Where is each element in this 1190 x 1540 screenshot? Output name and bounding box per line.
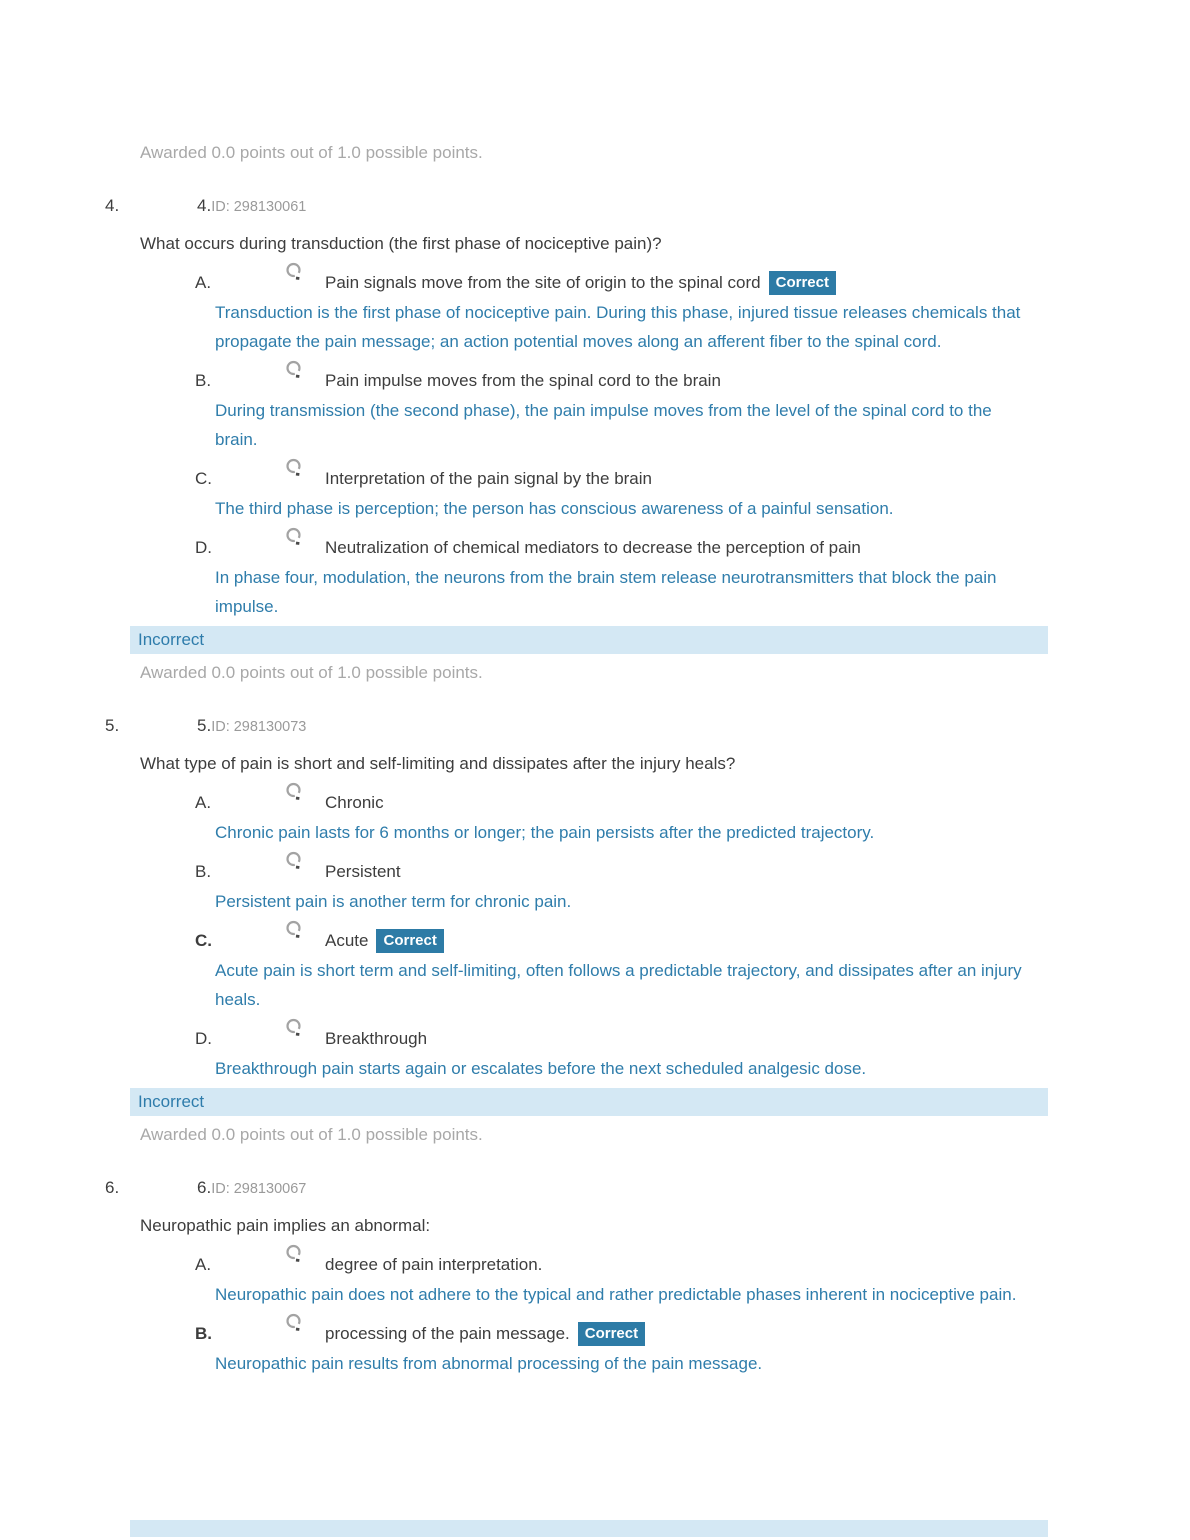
option-letter: B. bbox=[195, 862, 212, 881]
option-text bbox=[325, 464, 652, 493]
result-bar-incorrect: Incorrect bbox=[130, 626, 1048, 654]
broken-radio-icon[interactable] bbox=[285, 1018, 325, 1039]
option-text bbox=[325, 857, 401, 886]
option-text bbox=[325, 268, 836, 297]
option-text bbox=[325, 926, 444, 955]
answer-option-b bbox=[195, 366, 1190, 395]
broken-radio-icon[interactable] bbox=[285, 1244, 325, 1265]
question-id-number: 4. bbox=[197, 196, 212, 215]
option-text-label: Pain impulse moves from the spinal cord to the brain bbox=[325, 371, 721, 390]
question-id-label: ID: 298130067 bbox=[211, 1181, 307, 1197]
result-bar-incorrect: Incorrect bbox=[130, 1088, 1048, 1116]
option-text-label: processing of the pain message. bbox=[325, 1324, 570, 1343]
option-text bbox=[325, 366, 721, 395]
question-header bbox=[105, 711, 1190, 742]
option-explanation: Transduction is the first phase of nociceptive pain. During this phase, injured tissue releases chemicals that propagate the pain message; an action potential moves along an afferent fiber to the spinal cord. bbox=[215, 303, 1021, 351]
option-text-label: degree of pain interpretation. bbox=[325, 1255, 543, 1274]
question-text: What type of pain is short and self-limiting and dissipates after the injury heals? bbox=[140, 754, 736, 773]
option-text-label: Breakthrough bbox=[325, 1029, 428, 1048]
option-text bbox=[325, 1319, 645, 1348]
option-text bbox=[325, 788, 384, 817]
question-id bbox=[197, 1173, 306, 1204]
question-text: Neuropathic pain implies an abnormal: bbox=[140, 1216, 431, 1235]
broken-radio-icon[interactable] bbox=[285, 782, 325, 803]
broken-radio-icon[interactable] bbox=[285, 851, 325, 872]
awarded-points: Awarded 0.0 points out of 1.0 possible points. bbox=[140, 143, 483, 162]
answer-option-d bbox=[195, 533, 1190, 562]
question-id-label: ID: 298130073 bbox=[211, 719, 307, 735]
answer-option-c bbox=[195, 926, 1190, 955]
awarded-points: Awarded 0.0 points out of 1.0 possible points. bbox=[140, 1125, 483, 1144]
awarded-points: Awarded 0.0 points out of 1.0 possible points. bbox=[140, 663, 483, 682]
question-block-6 bbox=[0, 1173, 1190, 1378]
question-id bbox=[197, 711, 306, 742]
question-number: 6. bbox=[105, 1178, 120, 1197]
broken-radio-icon[interactable] bbox=[285, 920, 325, 941]
broken-radio-icon[interactable] bbox=[285, 458, 325, 479]
broken-radio-icon[interactable] bbox=[285, 527, 325, 548]
option-explanation: Neuropathic pain results from abnormal processing of the pain message. bbox=[215, 1354, 763, 1373]
broken-radio-icon[interactable] bbox=[285, 1313, 325, 1334]
option-letter: A. bbox=[195, 793, 212, 812]
answer-option-c bbox=[195, 464, 1190, 493]
broken-radio-icon[interactable] bbox=[285, 262, 325, 283]
option-text-label: Neutralization of chemical mediators to decrease the perception of pain bbox=[325, 538, 861, 557]
option-letter: D. bbox=[195, 538, 212, 557]
option-letter: D. bbox=[195, 1029, 212, 1048]
answer-option-a bbox=[195, 1250, 1190, 1279]
answer-option-d bbox=[195, 1024, 1190, 1053]
option-text-label: Acute bbox=[325, 931, 369, 950]
option-text-label: Persistent bbox=[325, 862, 401, 881]
option-explanation: Persistent pain is another term for chronic pain. bbox=[215, 892, 572, 911]
result-bar-partial bbox=[130, 1520, 1048, 1537]
answer-option-a bbox=[195, 788, 1190, 817]
option-explanation: Breakthrough pain starts again or escalates before the next scheduled analgesic dose. bbox=[215, 1059, 867, 1078]
option-text-label: Chronic bbox=[325, 793, 384, 812]
option-letter: C. bbox=[195, 931, 212, 950]
option-explanation: During transmission (the second phase), the pain impulse moves from the level of the spinal cord to the brain. bbox=[215, 401, 992, 449]
option-explanation: Acute pain is short term and self-limiting, often follows a predictable trajectory, and dissipates after an injury heals. bbox=[215, 961, 1022, 1009]
option-text-label: Pain signals move from the site of origin to the spinal cord bbox=[325, 273, 761, 292]
question-id-number: 5. bbox=[197, 716, 212, 735]
question-number: 4. bbox=[105, 196, 120, 215]
answer-option-b bbox=[195, 857, 1190, 886]
option-explanation: In phase four, modulation, the neurons from the brain stem release neurotransmitters that block the pain impulse. bbox=[215, 568, 997, 616]
question-header bbox=[105, 191, 1190, 222]
correct-badge: Correct bbox=[376, 929, 443, 953]
option-text bbox=[325, 1024, 427, 1053]
option-letter: A. bbox=[195, 273, 212, 292]
option-letter: B. bbox=[195, 1324, 212, 1343]
question-id-number: 6. bbox=[197, 1178, 212, 1197]
option-letter: C. bbox=[195, 469, 212, 488]
option-explanation: The third phase is perception; the person has conscious awareness of a painful sensation. bbox=[215, 499, 894, 518]
question-id bbox=[197, 191, 306, 222]
question-number: 5. bbox=[105, 716, 120, 735]
broken-radio-icon[interactable] bbox=[285, 360, 325, 381]
question-block-5 bbox=[0, 711, 1190, 1149]
correct-badge: Correct bbox=[769, 271, 836, 295]
option-explanation: Neuropathic pain does not adhere to the typical and rather predictable phases inherent in nociceptive pain. bbox=[215, 1285, 1017, 1304]
option-text-label: Interpretation of the pain signal by the brain bbox=[325, 469, 652, 488]
answer-option-a bbox=[195, 268, 1190, 297]
option-text bbox=[325, 533, 861, 562]
answer-option-b bbox=[195, 1319, 1190, 1348]
question-text: What occurs during transduction (the first phase of nociceptive pain)? bbox=[140, 234, 662, 253]
question-header bbox=[105, 1173, 1190, 1204]
question-id-label: ID: 298130061 bbox=[211, 199, 307, 215]
question-block-4 bbox=[0, 191, 1190, 687]
option-letter: B. bbox=[195, 371, 212, 390]
option-explanation: Chronic pain lasts for 6 months or longer; the pain persists after the predicted trajectory. bbox=[215, 823, 875, 842]
correct-badge: Correct bbox=[578, 1322, 645, 1346]
option-letter: A. bbox=[195, 1255, 212, 1274]
option-text bbox=[325, 1250, 542, 1279]
